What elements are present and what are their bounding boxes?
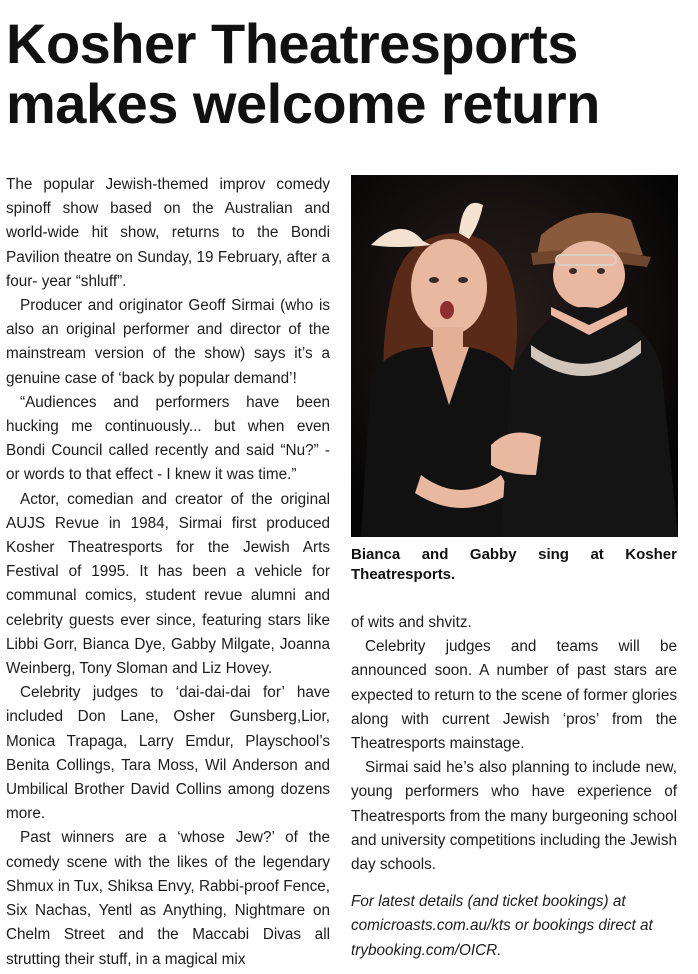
article-paragraph: Sirmai said he’s also planning to include new, young performers who have experience of Theatresports from the many burgeoning school and university competitions including the Jewish day schools.	[351, 759, 677, 874]
article-paragraph: of wits and shvitz.	[351, 614, 472, 631]
article-paragraph: The popular Jewish-themed improv comedy spinoff show based on the Australian and world-wide hit show, returns to the Bondi Pavilion theatre on Sunday, 19 February, after a four- year “shluff”.	[6, 176, 330, 290]
photo-illustration	[351, 175, 678, 537]
article-paragraph: Past winners are a ‘whose Jew?’ of the comedy scene with the likes of the legendary Shmux in Tux, Shiksa Envy, Rabbi-proof Fence, Six Nachas, Yentl as Anything, Nightmare on Chelm Street and the Maccabi Divas all strutting their stuff, in a magical mix	[6, 829, 330, 968]
article-right-column	[351, 611, 677, 963]
article-paragraph: Celebrity judges to ‘dai-dai-dai for’ have included Don Lane, Osher Gunsberg,Lior, Monica Trapaga, Larry Emdur, Playschool’s Benita Collings, Tara Moss, Wil Anderson and Umbilical Brother David Collins among dozens more.	[6, 684, 330, 823]
article-left-column	[6, 173, 330, 972]
article-paragraph: Actor, comedian and creator of the original AUJS Revue in 1984, Sirmai first produced Kosher Theatresports for the Jewish Arts Festival of 1995. It has been a vehicle for communal comics, student revue alumni and celebrity guests ever since, featuring stars like Libbi Gorr, Bianca Dye, Gabby Milgate, Joanna Weinberg, Tony Sloman and Liz Hovey.	[6, 490, 330, 678]
headline-line-2: makes welcome return	[6, 72, 600, 135]
paragraph-spacer	[351, 877, 677, 890]
article-paragraph: Celebrity judges and teams will be announced soon. A number of past stars are expected to return to the scene of former glories along with current Jewish ‘pros’ from the Theatresports mainstage.	[351, 638, 677, 753]
article-headline	[6, 14, 692, 134]
ticket-details-note: For latest details (and ticket bookings) at comicroasts.com.au/kts or bookings direct at trybooking.com/OICR.	[351, 893, 653, 959]
headline-line-1: Kosher Theatresports	[6, 12, 578, 75]
article-paragraph: Producer and originator Geoff Sirmai (who is also an original performer and director of the mainstream version of the show) says it’s a genuine case of ‘back by popular demand’!	[6, 297, 330, 387]
photo-caption: Bianca and Gabby sing at Kosher Theatresports.	[351, 546, 677, 583]
article-paragraph: “Audiences and performers have been hucking me continuously... but when even Bondi Council called recently and said “Nu?” - or words to that effect - I knew it was time.”	[6, 393, 330, 484]
performers-photo	[351, 175, 678, 537]
